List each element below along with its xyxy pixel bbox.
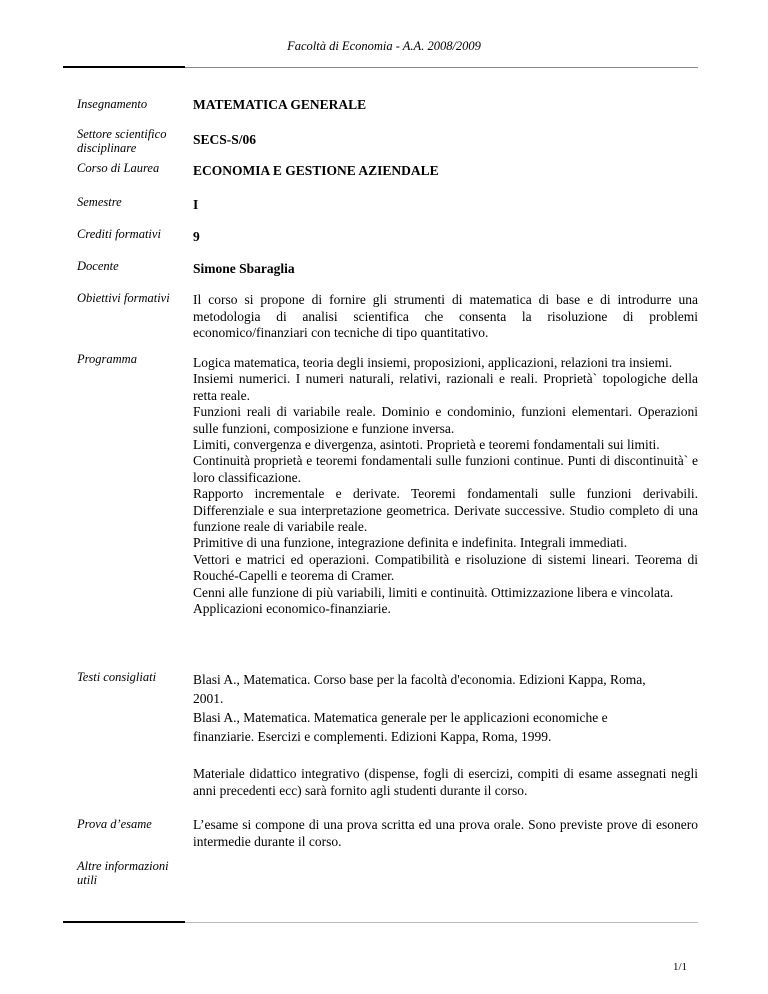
label-settore (77, 127, 177, 155)
label-prova: Prova d’esame (77, 817, 152, 831)
page-number: 1/1 (673, 961, 688, 973)
header-rule (63, 67, 698, 68)
label-altre (77, 859, 177, 887)
testi-book2-line2: finanziarie. Esercizi e complementi. Edizioni Kappa, Roma, 1999. (193, 729, 552, 744)
label-altre-line1: Altre informazioni (77, 859, 169, 873)
programma-item: Rapporto incrementale e derivate. Teoremi fondamentali sulle funzioni derivabili. Differenziale e sua interpretazione geometrica. Derivate successive. Studio completo di una funzione reale di variabile reale. (193, 486, 698, 535)
testi-book1-line1: Blasi A., Matematica. Corso base per la facoltà d'economia. Edizioni Kappa, Roma, (193, 672, 646, 687)
label-settore-line2: disciplinare (77, 141, 137, 155)
programma-item: Funzioni reali di variabile reale. Dominio e condominio, funzioni elementari. Operazioni sulle funzioni, composizione e funzione inversa. (193, 404, 698, 436)
value-semestre: I (193, 197, 199, 212)
label-obiettivi: Obiettivi formativi (77, 291, 170, 305)
programma-item: Applicazioni economico-finanziarie. (193, 601, 391, 617)
testi-list (193, 670, 698, 746)
value-crediti: 9 (193, 229, 200, 244)
value-corso: ECONOMIA E GESTIONE AZIENDALE (193, 163, 439, 178)
label-crediti: Crediti formativi (77, 227, 161, 241)
label-settore-line1: Settore scientifico (77, 127, 167, 141)
testi-book1-line2: 2001. (193, 691, 224, 706)
label-corso: Corso di Laurea (77, 161, 160, 175)
label-testi: Testi consigliati (77, 670, 157, 684)
programma-item: Logica matematica, teoria degli insiemi, proposizioni, applicazioni, relazioni tra insiemi. (193, 355, 673, 370)
testi-materiale: Materiale didattico integrativo (dispense, fogli di esercizi, compiti di esame assegnati negli anni precedenti ecc) sarà fornito agli studenti durante il corso. (193, 766, 698, 798)
programma-item: Limiti, convergenza e divergenza, asintoti. Proprietà e teoremi fondamentali sui limiti. (193, 437, 660, 453)
label-docente: Docente (77, 259, 119, 273)
programma-item: Cenni alle funzione di più variabili, limiti e continuità. Ottimizzazione libera e vincolata. (193, 584, 674, 600)
programma-list (193, 355, 698, 618)
programma-item: Primitive di una funzione, integrazione definita e indefinita. Integrali immediati. (193, 535, 628, 551)
footer-rule (63, 922, 698, 923)
label-insegnamento: Insegnamento (77, 97, 148, 111)
label-altre-line2: utili (77, 873, 98, 887)
programma-item: Vettori e matrici ed operazioni. Compatibilità e risoluzione di sistemi lineari. Teorema di Rouché-Capelli e teorema di Cramer. (193, 551, 698, 584)
programma-item: Insiemi numerici. I numeri naturali, relativi, razionali e reali. Proprietà` topologiche della retta reale. (193, 371, 698, 403)
value-prova: L’esame si compone di una prova scritta ed una prova orale. Sono previste prove di esonero intermedie durante il corso. (193, 817, 698, 849)
programma-item: Continuità proprietà e teoremi fondamentali sulle funzioni continue. Punti di discontinuità` e loro classificazione. (193, 453, 698, 485)
value-settore: SECS-S/06 (193, 132, 257, 147)
testi-book2-line1: Blasi A., Matematica. Matematica generale per le applicazioni economiche e (193, 710, 608, 725)
page-header: Facoltà di Economia - A.A. 2008/2009 (287, 39, 481, 53)
value-docente: Simone Sbaraglia (193, 261, 295, 276)
label-programma: Programma (77, 352, 137, 366)
label-semestre: Semestre (77, 195, 122, 209)
value-obiettivi: Il corso si propone di fornire gli strumenti di matematica di base e di introdurre una metodologia di analisi scientifica che consenta la risoluzione di problemi economico/finanziari con tecniche di tipo quantitativo. (193, 292, 698, 340)
value-insegnamento: MATEMATICA GENERALE (193, 97, 367, 112)
